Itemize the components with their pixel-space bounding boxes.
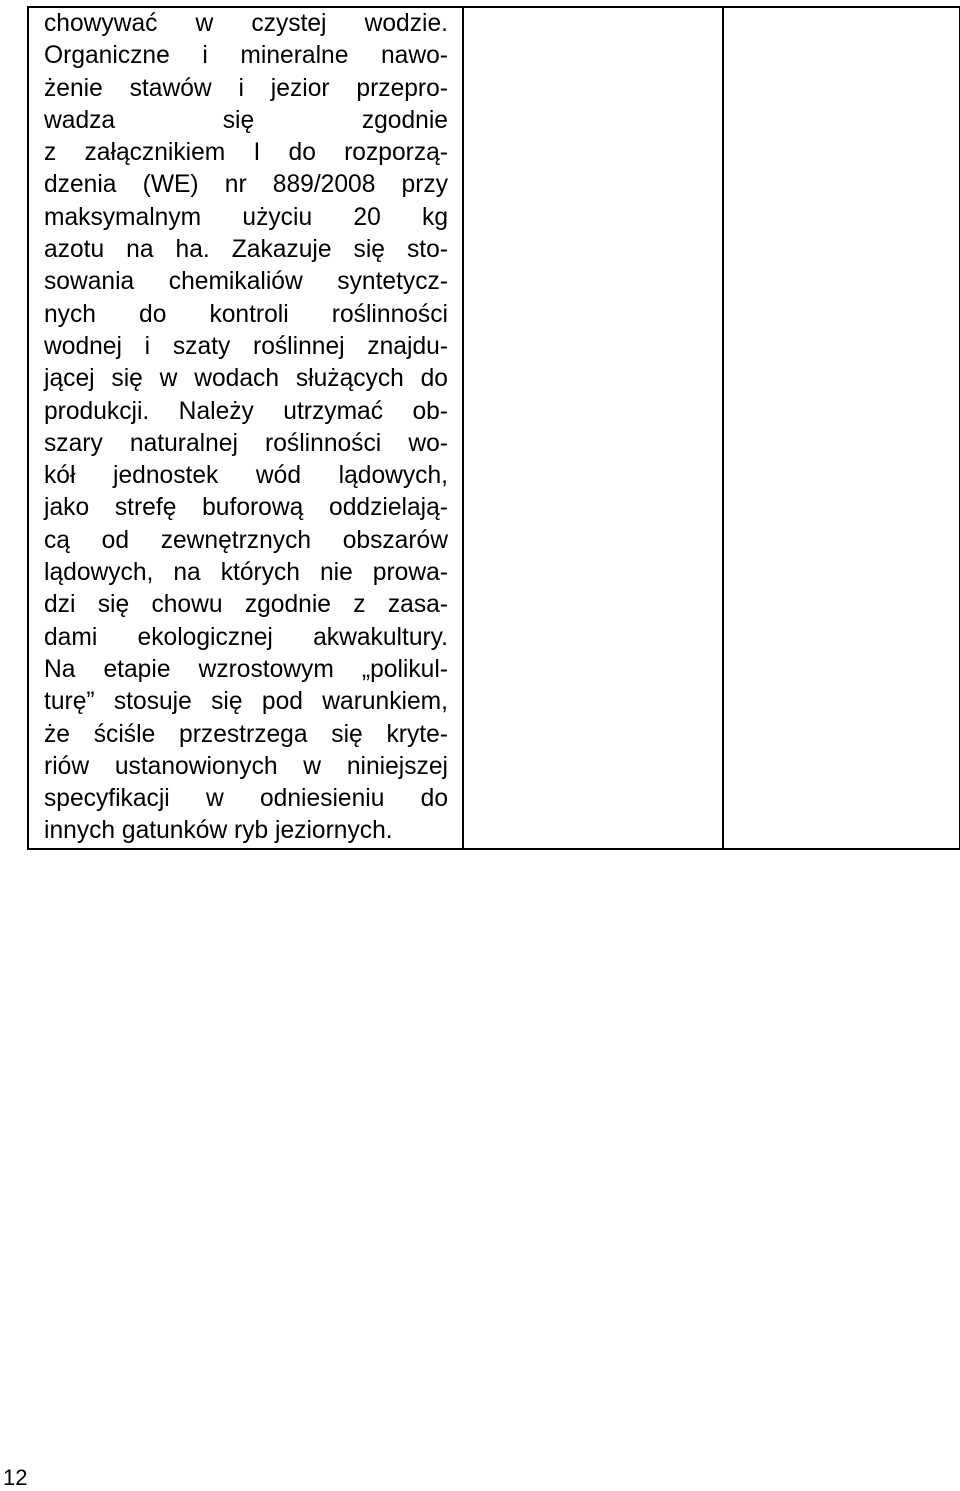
text-line: turę” stosuje się pod warunkiem,	[44, 688, 448, 716]
empty-middle-cell	[463, 7, 723, 849]
text-line: wodnej i szaty roślinnej znajdu-	[44, 332, 448, 360]
text-line: szary naturalnej roślinności wo-	[44, 429, 448, 457]
text-line: żenie stawów i jezior przepro-	[44, 74, 448, 102]
text-line: Na etapie wzrostowym „polikul-	[44, 655, 448, 683]
text-line: cą od zewnętrznych obszarów	[44, 526, 448, 554]
text-line: chowywać w czystej wodzie.	[44, 10, 448, 37]
text-line: Organiczne i mineralne nawo-	[44, 42, 448, 70]
text-line: dami ekologicznej akwakultury.	[44, 623, 448, 651]
text-line: z załącznikiem I do rozporzą-	[44, 139, 448, 167]
text-line: dzi się chowu zgodnie z zasa-	[44, 591, 448, 619]
text-line: sowania chemikaliów syntetycz-	[44, 268, 448, 296]
text-line: lądowych, na których nie prowa-	[44, 559, 448, 587]
empty-right-cell	[723, 7, 960, 849]
text-line: jako strefę buforową oddzielają-	[44, 494, 448, 522]
text-line: wadza się zgodnie	[44, 106, 448, 134]
page-number: 12	[3, 1465, 28, 1490]
text-line: produkcji. Należy utrzymać ob-	[44, 397, 448, 425]
text-line: dzenia (WE) nr 889/2008 przy	[44, 171, 448, 199]
text-line: specyfikacji w odniesieniu do	[44, 785, 448, 813]
text-line: że ściśle przestrzega się kryte-	[44, 720, 448, 748]
text-line: jącej się w wodach służących do	[44, 365, 448, 393]
specification-table	[27, 6, 960, 850]
text-line: azotu na ha. Zakazuje się sto-	[44, 236, 448, 264]
text-line: kół jednostek wód lądowych,	[44, 462, 448, 490]
text-cell-content	[29, 8, 448, 848]
text-line: riów ustanowionych w niniejszej	[44, 752, 448, 780]
text-line: maksymalnym użyciu 20 kg	[44, 203, 448, 231]
text-line: nych do kontroli roślinności	[44, 300, 448, 328]
table-row	[28, 7, 960, 849]
text-cell	[28, 7, 463, 849]
text-line: innych gatunków ryb jeziornych.	[44, 817, 393, 845]
